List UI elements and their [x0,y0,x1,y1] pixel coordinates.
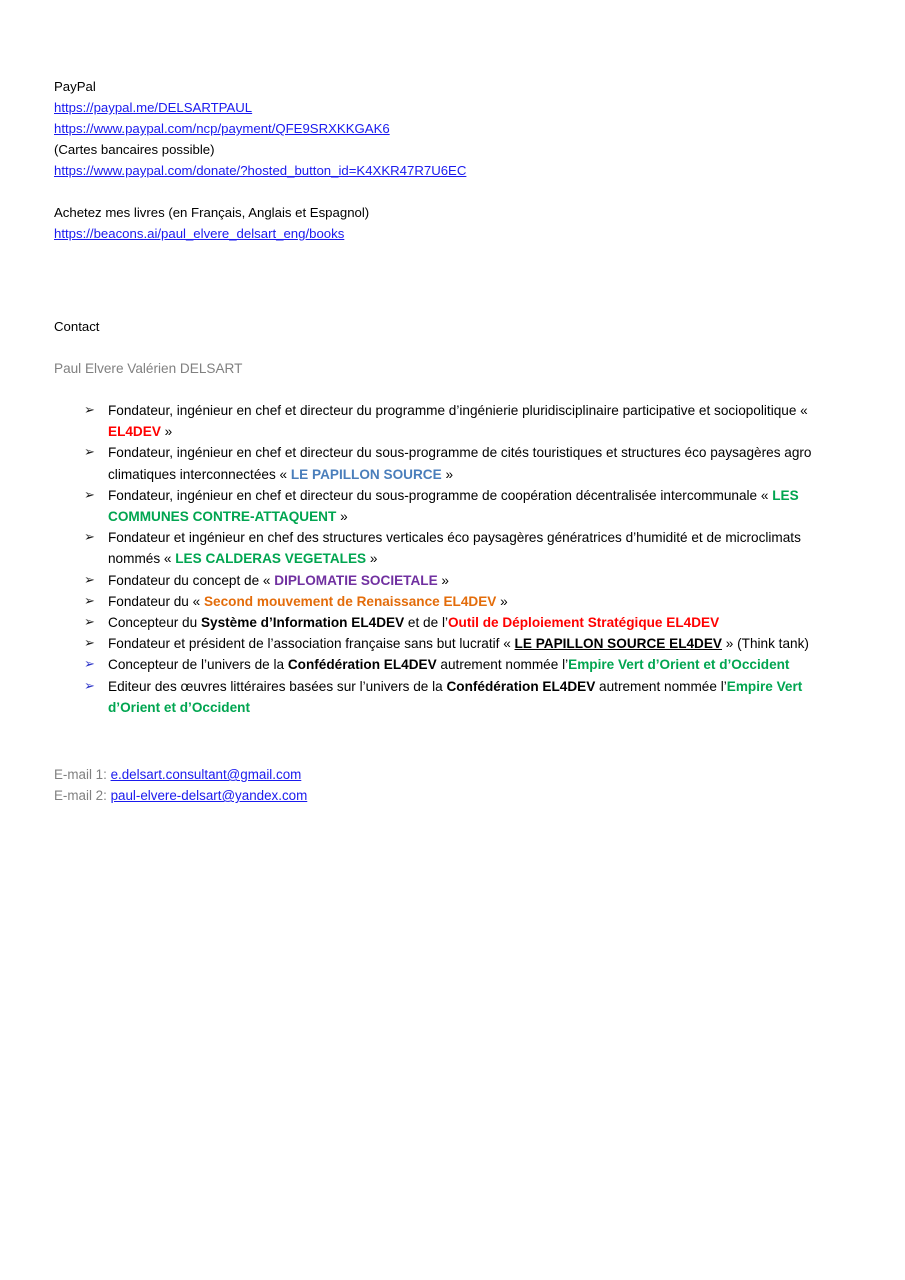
list-item [54,527,851,569]
paypal-ncp-link-row [54,118,851,139]
email-link[interactable]: e.delsart.consultant@gmail.com [110,767,302,783]
list-item [54,442,851,484]
list-item [54,676,851,718]
text-run: Empire Vert d’Orient et d’Occident [108,678,803,715]
spacer-before-contact-2 [54,290,851,316]
text-run: Système d’Information EL4DEV [200,615,405,631]
text-run: Fondateur, ingénieur en chef et directeur du sous-programme de coopération décentralisée intercommunale « [108,487,773,503]
spacer-before-contact [54,244,851,290]
text-run: autrement nommée l’ [436,657,569,673]
text-run: Empire Vert d’Orient et d’Occident [568,657,790,673]
text-run: Second mouvement de Renaissance EL4DEV [203,593,497,609]
text-run: Fondateur du concept de « [108,572,275,588]
books-link-row [54,223,851,244]
text-run: LES CALDERAS VEGETALES [175,551,367,567]
text-run: Concepteur du [108,615,201,631]
text-run: DIPLOMATIE SOCIETALE [274,572,438,588]
text-run: » [441,466,454,482]
contact-heading: Contact [54,319,100,334]
text-run: » [496,593,508,609]
list-item-text [108,573,449,588]
contact-section [54,316,851,379]
text-run: » [437,572,449,588]
bullet-arrow-icon: ➢ [84,593,95,609]
paypal-donate-link-row [54,160,851,181]
list-item [54,654,851,675]
paypal-me-link[interactable]: https://paypal.me/DELSARTPAUL [54,100,253,115]
bullet-arrow-icon: ➢ [84,678,95,694]
paypal-ncp-link[interactable]: https://www.paypal.com/ncp/payment/QFE9SRXKKGAK6 [54,121,390,136]
email-label: E-mail 2: [54,788,111,804]
text-run: » [160,424,173,440]
list-item-text [108,636,809,651]
list-item [54,612,851,633]
roles-list [54,400,851,718]
books-heading: Achetez mes livres (en Français, Anglais et Espagnol) [54,205,370,220]
email-label: E-mail 1: [54,767,111,783]
text-run: Fondateur et président de l’association française sans but lucratif « [108,636,515,652]
email-row [54,764,851,785]
books-link[interactable]: https://beacons.ai/paul_elvere_delsart_eng/books [54,226,345,241]
list-item-text [108,530,801,566]
text-run: Concepteur de l’univers de la [108,657,288,673]
bullet-arrow-icon: ➢ [84,615,95,631]
books-section [54,202,851,244]
author-name: Paul Elvere Valérien DELSART [54,361,243,376]
list-item [54,570,851,591]
list-item [54,633,851,654]
text-run: Outil de Déploiement Stratégique EL4DEV [447,615,720,631]
text-run: autrement nommée l’ [595,678,727,694]
text-run: Fondateur, ingénieur en chef et directeur du programme d’ingénierie pluridisciplinaire participative et sociopolitique « [108,403,808,418]
text-run: » [336,509,348,525]
bullet-arrow-icon: ➢ [84,636,95,652]
list-item-text [108,445,811,481]
text-run: LE PAPILLON SOURCE EL4DEV [514,636,723,652]
list-item [54,400,851,442]
list-item [54,485,851,527]
text-run: LES COMMUNES CONTRE-ATTAQUENT [108,487,799,525]
bullet-arrow-icon: ➢ [84,572,95,588]
list-item-text [108,488,799,524]
paypal-heading: PayPal [54,79,96,94]
text-run: Confédération EL4DEV [287,657,437,673]
list-item-text [108,657,789,672]
email-link[interactable]: paul-elvere-delsart@yandex.com [110,788,308,804]
list-item-text [108,615,719,630]
list-item-text [108,679,802,715]
text-run: Confédération EL4DEV [446,678,596,694]
text-run: Editeur des œuvres littéraires basées sur l’univers de la [108,678,447,694]
bullet-arrow-icon: ➢ [84,445,95,461]
list-item [54,591,851,612]
paypal-cards-note: (Cartes bancaires possible) [54,142,215,157]
bullet-arrow-icon: ➢ [84,487,95,503]
paypal-section [54,76,851,181]
bullet-arrow-icon: ➢ [84,657,95,673]
text-run: » [366,551,378,567]
text-run: Fondateur, ingénieur en chef et directeur du sous-programme de cités touristiques et structures éco paysagères agro climatiques interconnectées « [108,445,812,482]
spacer-before-emails [54,718,851,764]
text-run: et de l’ [404,615,448,631]
paypal-donate-link[interactable]: https://www.paypal.com/donate/?hosted_button_id=K4XKR47R7U6EC [54,163,467,178]
bullet-arrow-icon: ➢ [84,403,95,418]
list-item-text [108,403,808,439]
spacer-before-bullets [54,379,851,400]
text-run: » (Think tank) [722,636,809,652]
text-run: EL4DEV [108,424,161,440]
bullet-arrow-icon: ➢ [84,530,95,546]
paypal-me-link-row [54,97,851,118]
email-row [54,785,851,806]
spacer-after-paypal [54,181,851,202]
text-run: LE PAPILLON SOURCE [290,466,442,482]
text-run: Fondateur du « [108,593,204,609]
email-section [54,764,851,806]
spacer-contact-author [54,337,851,358]
list-item-text [108,594,508,609]
text-run: Fondateur et ingénieur en chef des structures verticales éco paysagères génératrices d’humidité et de microclimats nommés « [108,530,801,567]
